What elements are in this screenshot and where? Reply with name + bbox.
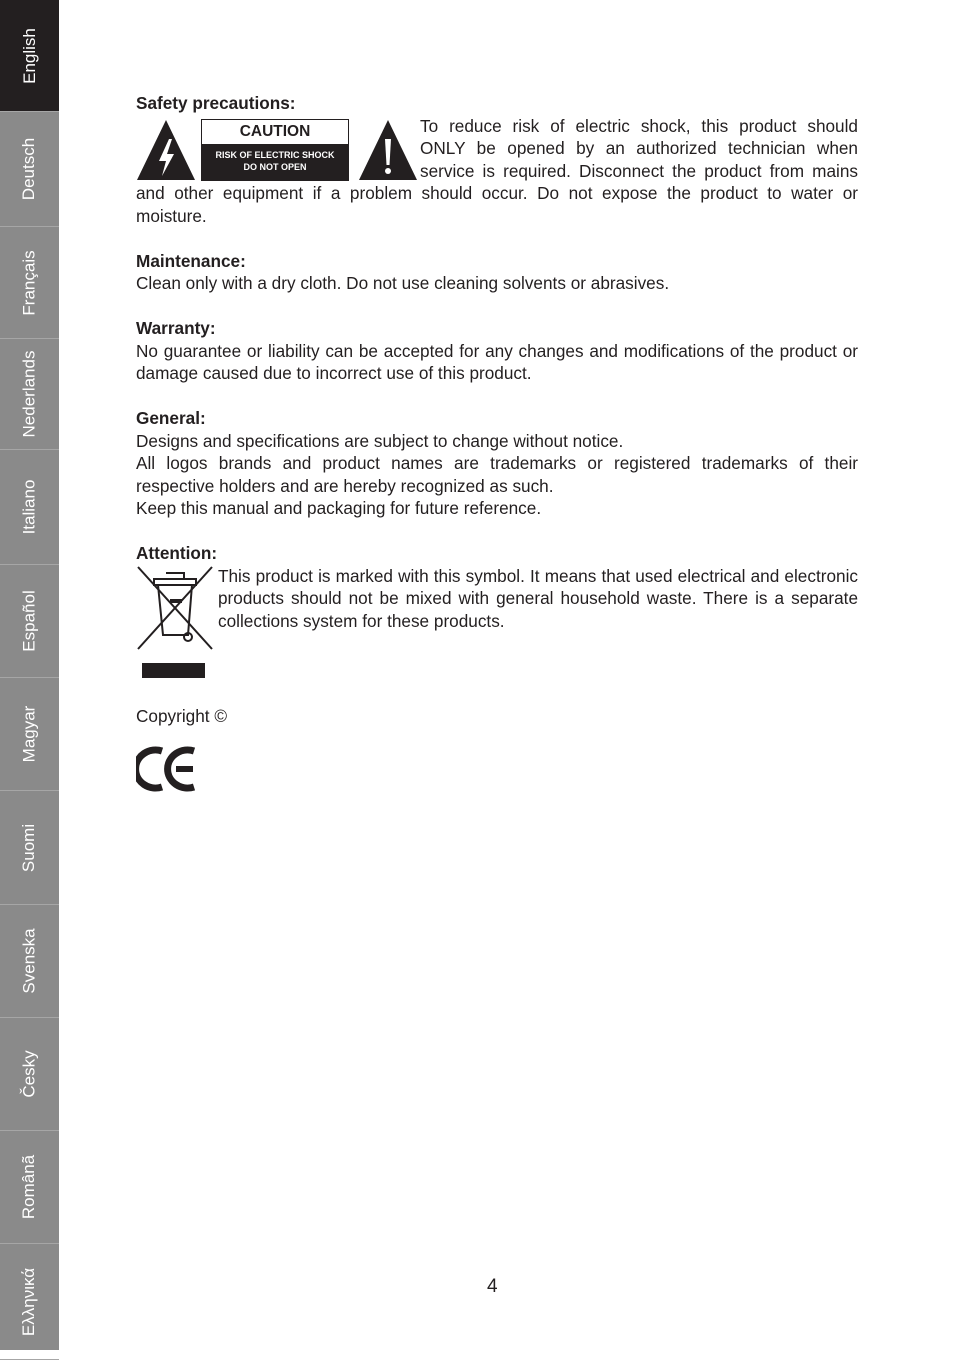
maintenance-section bbox=[136, 250, 858, 295]
language-tab-label: Magyar bbox=[19, 705, 39, 763]
warranty-section bbox=[136, 317, 858, 385]
caution-title: CAUTION bbox=[239, 122, 311, 140]
safety-heading: Safety precautions: bbox=[136, 93, 296, 113]
language-tab-label: Nederlands bbox=[19, 350, 39, 438]
attention-text: This product is marked with this symbol. It means that used electrical and electronic products should not be mixed with general household waste. There is a separate collections system for these products. bbox=[218, 565, 858, 631]
language-tab-label: Suomi bbox=[19, 823, 39, 872]
weee-crossed-bin-icon bbox=[136, 565, 216, 655]
safety-text: To reduce risk of electric shock, this product should ONLY be opened by an authorized technician when service is required. Disconnect the product from mains and other equipment if a problem should occur. Do not expose the product to water or moisture. bbox=[136, 115, 858, 226]
weee-symbol bbox=[136, 565, 216, 677]
language-tab[interactable] bbox=[0, 678, 59, 791]
language-tab[interactable] bbox=[0, 450, 59, 565]
caution-line-2: DO NOT OPEN bbox=[243, 162, 307, 172]
attention-heading: Attention: bbox=[136, 543, 218, 563]
language-tab[interactable] bbox=[0, 1131, 59, 1244]
caution-label bbox=[136, 115, 418, 181]
language-tab[interactable] bbox=[0, 1018, 59, 1131]
general-line-3: Keep this manual and packaging for future reference. bbox=[136, 498, 542, 518]
caution-line-1: RISK OF ELECTRIC SHOCK bbox=[215, 149, 335, 160]
language-tab[interactable] bbox=[0, 112, 59, 227]
language-tab[interactable] bbox=[0, 227, 59, 339]
language-tab[interactable] bbox=[0, 339, 59, 450]
general-line-1: Designs and specifications are subject to change without notice. bbox=[136, 430, 624, 451]
ce-mark-icon bbox=[136, 745, 198, 793]
safety-section bbox=[136, 92, 858, 227]
language-tab-label: Italiano bbox=[19, 479, 39, 535]
language-tab[interactable] bbox=[0, 565, 59, 678]
language-tab-label: English bbox=[19, 27, 39, 84]
language-tab-label: Česky bbox=[19, 1050, 39, 1098]
language-tab[interactable] bbox=[0, 1244, 59, 1360]
language-tab-label: Deutsch bbox=[19, 137, 39, 201]
lightning-warning-icon bbox=[136, 119, 196, 181]
language-sidebar bbox=[0, 0, 59, 1350]
language-tab-label: Românã bbox=[19, 1154, 39, 1220]
maintenance-text: Clean only with a dry cloth. Do not use cleaning solvents or abrasives. bbox=[136, 273, 670, 293]
language-tab[interactable] bbox=[0, 905, 59, 1018]
general-heading: General: bbox=[136, 408, 206, 428]
caution-box bbox=[201, 119, 349, 181]
maintenance-heading: Maintenance: bbox=[136, 250, 246, 271]
general-section bbox=[136, 407, 858, 520]
warranty-heading: Warranty: bbox=[136, 318, 216, 338]
warranty-text: No guarantee or liability can be accepted for any changes and modifications of the product or damage caused due to incorrect use of this product. bbox=[136, 340, 858, 383]
language-tab[interactable] bbox=[0, 791, 59, 905]
language-tab-label: Français bbox=[19, 249, 39, 316]
copyright-text: Copyright © bbox=[136, 705, 227, 726]
weee-bar bbox=[142, 663, 205, 678]
page-content bbox=[136, 92, 858, 799]
general-line-2: All logos brands and product names are trademarks or registered trademarks of their respective holders and are hereby recognized as such. bbox=[136, 453, 858, 496]
caution-subtext bbox=[202, 144, 348, 180]
ce-mark bbox=[136, 745, 858, 799]
page-number: 4 bbox=[487, 1276, 498, 1297]
language-tab-label: Español bbox=[19, 590, 39, 652]
language-tab[interactable] bbox=[0, 0, 59, 112]
attention-section bbox=[136, 542, 858, 677]
language-tab-label: Ελληνικά bbox=[19, 1267, 39, 1336]
language-tab-label: Svenska bbox=[19, 928, 39, 994]
exclamation-warning-icon bbox=[358, 119, 418, 181]
